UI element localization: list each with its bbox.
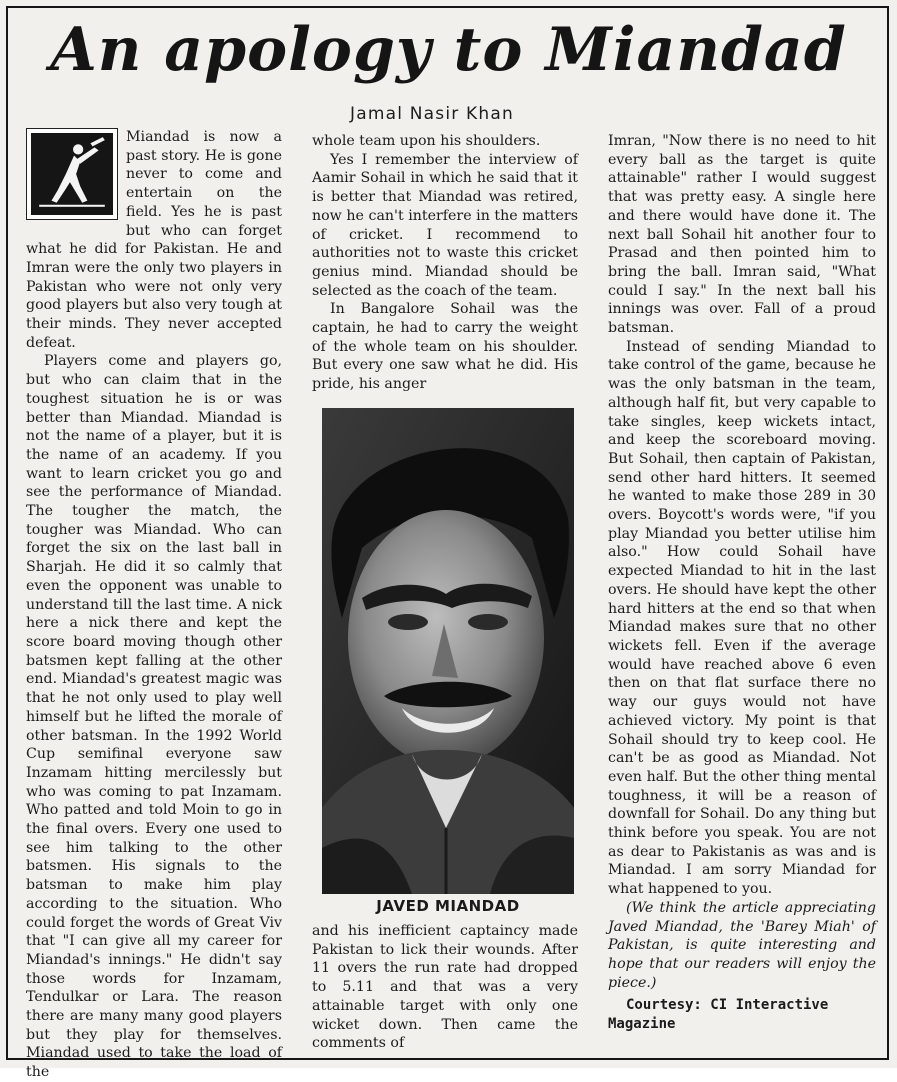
paragraph: Yes I remember the interview of Aamir Sohail in which he said that it is better that Miandad was retired, now he can't interfere in the matters of cricket. I recommend to authorities not to waste this cricket genius mind. Miandad should be selected as the coach of the team.: [312, 151, 578, 299]
paragraph: Players come and players go, but who can claim that in the toughest situation he is or was better than Miandad. Miandad is not the name of a player, but it is the name of an academy. If you want to learn cricket you go and see the performance of Miandad. The tougher the match, the tougher was Miandad. Who can forget the six on the last ball in Sharjah. He did it so calmly that even the opponent was unable to understand till the last time. A nick here a nick there and kept the score board moving though other batsmen kept falling at the other end. Miandad's greatest magic was that he not only used to play well himself but he lifted the morale of other batsman. In the 1992 World Cup semifinal everyone saw Inzamam hitting mercilessly but who was coming to pat Inzamam. Who patted and told Moin to go in the final overs. Every one used to see him talking to the other batsmen. His signals to the batsman to make him play according to the situation. Who could forget the words of Great Viv that "I can give all my career for Miandad's innings." He didn't say those words for Inzamam, Tendulkar or Lara. The reason there are many many good players but they play for themselves. Miandad used to take the load of the: [26, 353, 282, 1081]
photo-caption: JAVED MIANDAD: [376, 897, 520, 915]
cricket-batsman-icon: [26, 128, 118, 220]
editor-note: (We think the article appreciating Javed Miandad, the 'Barey Miah' of Pakistan, is quite interesting and hope that our readers will enjoy the piece.): [608, 899, 876, 991]
article-column-1: [26, 128, 282, 1082]
paragraph: Imran, "Now there is no need to hit every ball as the target is quite attainable" rather I would suggest that was pretty easy. A single here and there would have done it. The next ball Sohail hit another four to Prasad and then pointed him to bring the ball. Imran said, "What could I say." In the next ball his innings was over. Fall of a proud batsman.: [608, 133, 876, 337]
byline: Jamal Nasir Khan: [350, 104, 514, 124]
courtesy-credit: Courtesy: CI Interactive Magazine: [608, 997, 829, 1033]
article-column-3: [608, 132, 876, 1034]
paragraph: Instead of sending Miandad to take control of the game, because he was the only batsman in the team, although half fit, but very capable to take singles, keep wickets intact, and keep the scoreboard moving. But Sohail, then captain of Pakistan, send other hard hitters. It seemed he wanted to make those 289 in 30 overs. Boycott's words were, "if you play Miandad you better utilise him also." How could Sohail have expected Miandad to hit in the last overs. He should have kept the other hard hitters at the end so that when Miandad makes sure that no other wickets fell. Even if the average would have reached above 6 even then on that flat surface there no way our guys would not have achieved victory. My point is that Sohail should try to keep cool. He can't be as good as Miandad. Not even half. But the other thing mental toughness, it will be a reason of downfall for Sohail. Do any thing but think before you speak. You are not as dear to Pakistanis as was and is Miandad. I am sorry Miandad for what happened to you.: [608, 338, 876, 898]
paragraph: and his inefficient captaincy made Pakistan to lick their wounds. After 11 overs the run rate had dropped to 5.11 and that was a very attainable target with only one wicket down. Then came the comments of: [312, 923, 578, 1052]
paragraph: Miandad is now a past story. He is gone never to come and entertain on the field. Yes he is past but who can forget what he did for Pakistan. He and Imran were the only two players in Pakistan who were not only very good players but also very tough at their minds. They never accepted defeat.: [26, 129, 282, 351]
headline: An apology to Miandad: [50, 15, 847, 85]
paragraph: whole team upon his shoulders.: [312, 133, 541, 149]
article-column-2: [312, 132, 578, 394]
paragraph: In Bangalore Sohail was the captain, he had to carry the weight of the whole team on his shoulder. But every one saw what he did. His pride, his anger: [312, 301, 578, 393]
article-column-2-continued: [312, 922, 578, 1053]
portrait-photo: [322, 408, 574, 894]
